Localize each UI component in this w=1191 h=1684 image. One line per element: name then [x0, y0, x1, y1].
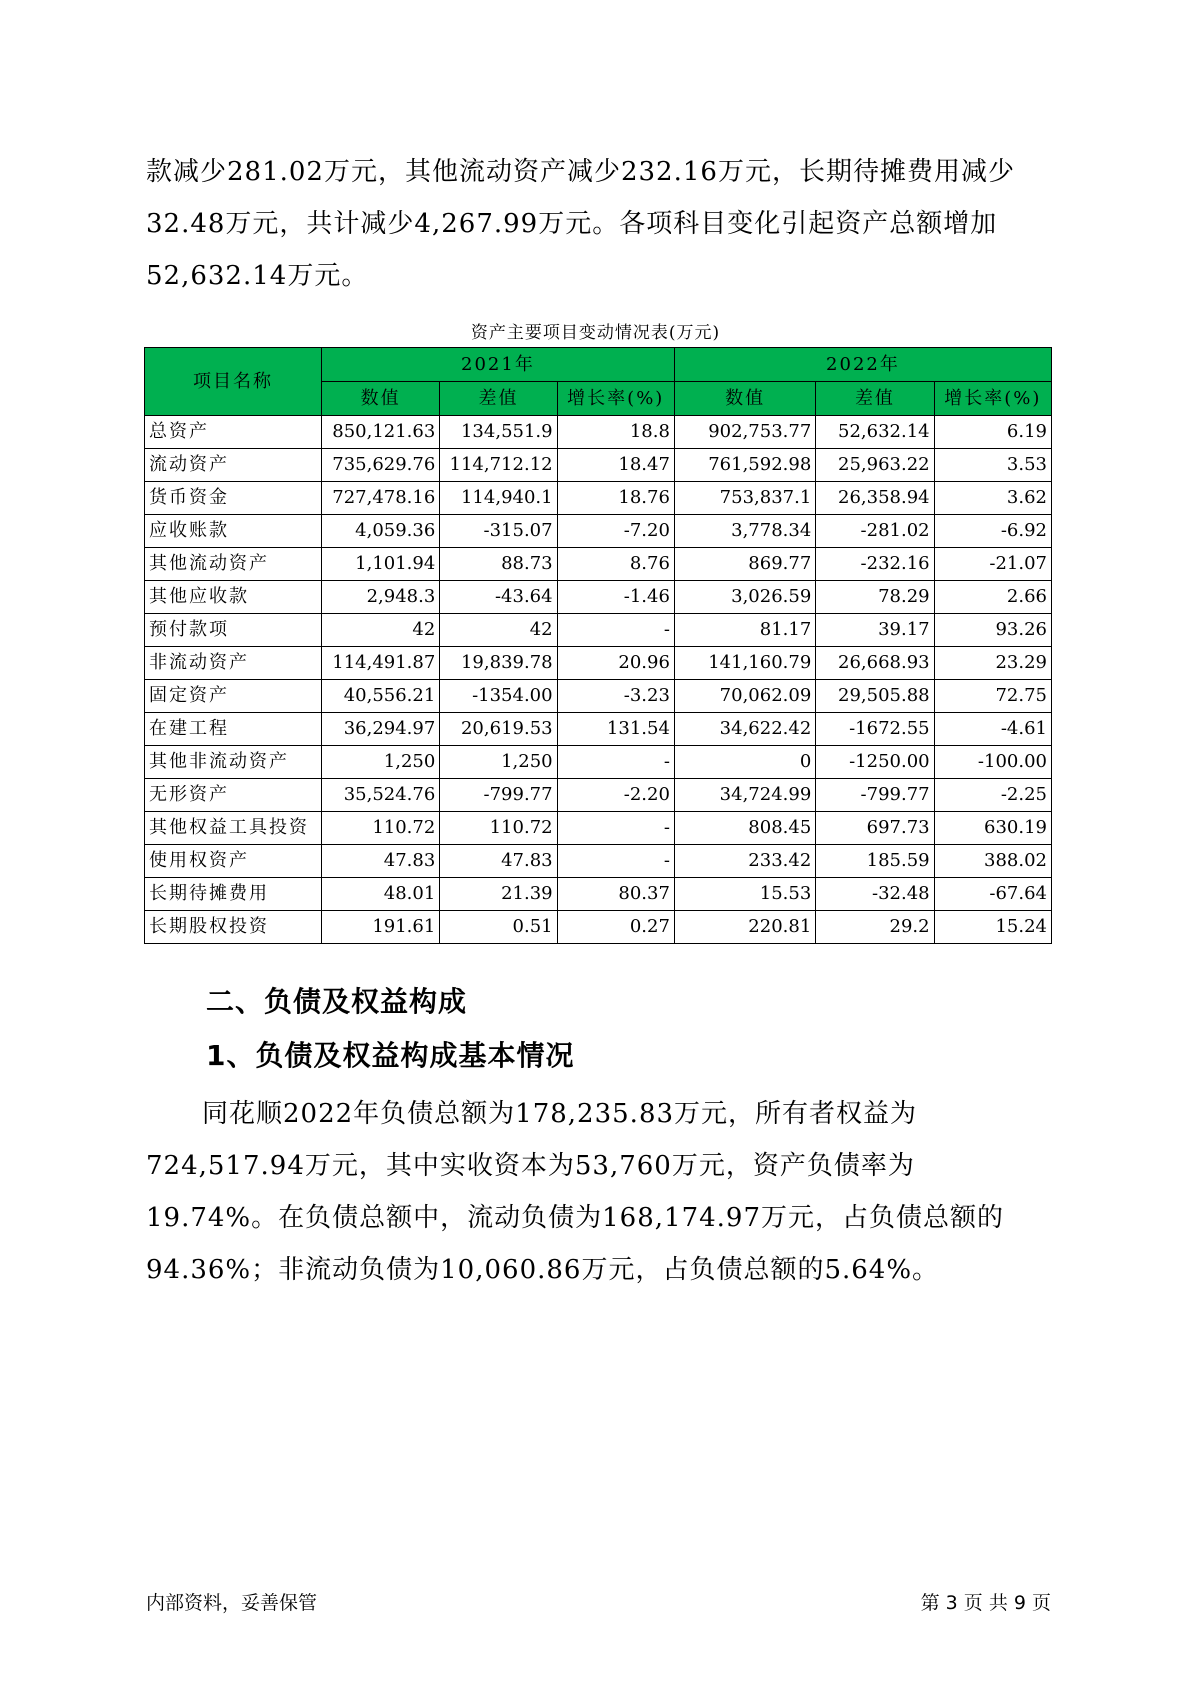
row-value-cell: 220.81: [674, 911, 815, 944]
table-row: [145, 746, 1052, 779]
row-value-cell: 4,059.36: [321, 515, 439, 548]
row-value-cell: 3.53: [934, 449, 1051, 482]
row-value-cell: 3,778.34: [674, 515, 815, 548]
table-row: [145, 911, 1052, 944]
row-item-name: 其他应收款: [145, 581, 322, 614]
header-value: 数值: [321, 382, 439, 416]
row-value-cell: 0.51: [440, 911, 557, 944]
row-value-cell: 42: [440, 614, 557, 647]
table-row: [145, 416, 1052, 449]
row-value-cell: -100.00: [934, 746, 1051, 779]
row-value-cell: 0: [674, 746, 815, 779]
row-value-cell: 52,632.14: [816, 416, 934, 449]
row-value-cell: 191.61: [321, 911, 439, 944]
row-value-cell: 233.42: [674, 845, 815, 878]
row-item-name: 其他非流动资产: [145, 746, 322, 779]
row-value-cell: -43.64: [440, 581, 557, 614]
row-value-cell: 18.8: [557, 416, 674, 449]
row-value-cell: -1.46: [557, 581, 674, 614]
row-item-name: 货币资金: [145, 482, 322, 515]
row-value-cell: 26,358.94: [816, 482, 934, 515]
row-value-cell: 39.17: [816, 614, 934, 647]
row-value-cell: 29.2: [816, 911, 934, 944]
header-value: 数值: [674, 382, 815, 416]
row-value-cell: 20,619.53: [440, 713, 557, 746]
header-rate: 增长率(%): [557, 382, 674, 416]
row-value-cell: 735,629.76: [321, 449, 439, 482]
row-value-cell: 26,668.93: [816, 647, 934, 680]
row-value-cell: 15.53: [674, 878, 815, 911]
row-item-name: 无形资产: [145, 779, 322, 812]
row-value-cell: -21.07: [934, 548, 1051, 581]
row-value-cell: 388.02: [934, 845, 1051, 878]
body-paragraph: 款减少281.02万元，其他流动资产减少232.16万元，长期待摊费用减少32.48万元，共计减少4,267.99万元。各项科目变化引起资产总额增加52,632.14万元。: [146, 157, 1015, 291]
row-value-cell: 70,062.09: [674, 680, 815, 713]
row-value-cell: 3.62: [934, 482, 1051, 515]
row-value-cell: 902,753.77: [674, 416, 815, 449]
row-value-cell: -281.02: [816, 515, 934, 548]
table-row: [145, 449, 1052, 482]
table-row: [145, 878, 1052, 911]
header-diff: 差值: [440, 382, 557, 416]
row-value-cell: -7.20: [557, 515, 674, 548]
header-year-2022: 2022年: [674, 348, 1051, 382]
table-row: [145, 680, 1052, 713]
table-row: [145, 779, 1052, 812]
row-value-cell: -232.16: [816, 548, 934, 581]
row-item-name: 长期股权投资: [145, 911, 322, 944]
row-value-cell: 19,839.78: [440, 647, 557, 680]
row-value-cell: 72.75: [934, 680, 1051, 713]
row-value-cell: 18.47: [557, 449, 674, 482]
row-value-cell: -799.77: [816, 779, 934, 812]
row-value-cell: 808.45: [674, 812, 815, 845]
table-row: [145, 713, 1052, 746]
table-caption: 资产主要项目变动情况表(万元): [470, 323, 721, 343]
table-row: [145, 614, 1052, 647]
row-item-name: 预付款项: [145, 614, 322, 647]
row-value-cell: -4.61: [934, 713, 1051, 746]
row-value-cell: 40,556.21: [321, 680, 439, 713]
row-value-cell: -: [557, 746, 674, 779]
row-item-name: 长期待摊费用: [145, 878, 322, 911]
row-value-cell: 697.73: [816, 812, 934, 845]
table-header-row: [145, 348, 1052, 382]
row-value-cell: 131.54: [557, 713, 674, 746]
row-value-cell: -3.23: [557, 680, 674, 713]
row-value-cell: 0.27: [557, 911, 674, 944]
row-value-cell: 47.83: [321, 845, 439, 878]
row-value-cell: 15.24: [934, 911, 1051, 944]
row-value-cell: 3,026.59: [674, 581, 815, 614]
row-value-cell: 2.66: [934, 581, 1051, 614]
section-heading: 二、负债及权益构成: [206, 985, 468, 1018]
row-value-cell: 48.01: [321, 878, 439, 911]
header-rate: 增长率(%): [934, 382, 1051, 416]
row-value-cell: 47.83: [440, 845, 557, 878]
row-value-cell: -315.07: [440, 515, 557, 548]
row-value-cell: -799.77: [440, 779, 557, 812]
row-value-cell: 850,121.63: [321, 416, 439, 449]
row-value-cell: 81.17: [674, 614, 815, 647]
row-value-cell: 630.19: [934, 812, 1051, 845]
row-value-cell: 6.19: [934, 416, 1051, 449]
row-value-cell: 2,948.3: [321, 581, 439, 614]
row-item-name: 其他流动资产: [145, 548, 322, 581]
row-item-name: 非流动资产: [145, 647, 322, 680]
table-row: [145, 581, 1052, 614]
row-value-cell: 727,478.16: [321, 482, 439, 515]
row-value-cell: -2.20: [557, 779, 674, 812]
row-value-cell: 80.37: [557, 878, 674, 911]
row-value-cell: -2.25: [934, 779, 1051, 812]
row-value-cell: 36,294.97: [321, 713, 439, 746]
row-value-cell: 20.96: [557, 647, 674, 680]
row-value-cell: 18.76: [557, 482, 674, 515]
row-item-name: 在建工程: [145, 713, 322, 746]
body-paragraph-liabilities: 同花顺2022年负债总额为178,235.83万元，所有者权益为724,517.94万元，其中实收资本为53,760万元，资产负债率为19.74%。在负债总额中，流动负债为168,174.97万元，占负债总额的94.36%；非流动负债为10,060.86万元，占负债总额的5.64%。: [146, 1099, 1005, 1285]
row-item-name: 流动资产: [145, 449, 322, 482]
row-value-cell: 93.26: [934, 614, 1051, 647]
table-row: [145, 647, 1052, 680]
header-diff: 差值: [816, 382, 934, 416]
row-item-name: 固定资产: [145, 680, 322, 713]
row-item-name: 其他权益工具投资: [145, 812, 322, 845]
table-row: [145, 482, 1052, 515]
row-value-cell: 25,963.22: [816, 449, 934, 482]
row-value-cell: 761,592.98: [674, 449, 815, 482]
table-row: [145, 845, 1052, 878]
row-value-cell: 114,940.1: [440, 482, 557, 515]
row-value-cell: -32.48: [816, 878, 934, 911]
assets-change-table: [144, 347, 1052, 944]
row-item-name: 使用权资产: [145, 845, 322, 878]
table-row: [145, 548, 1052, 581]
subsection-heading: 1、负债及权益构成基本情况: [206, 1039, 575, 1072]
row-value-cell: -: [557, 845, 674, 878]
table-row: [145, 812, 1052, 845]
row-value-cell: -1250.00: [816, 746, 934, 779]
row-value-cell: 88.73: [440, 548, 557, 581]
row-value-cell: 114,491.87: [321, 647, 439, 680]
row-value-cell: 21.39: [440, 878, 557, 911]
row-value-cell: 78.29: [816, 581, 934, 614]
row-value-cell: 869.77: [674, 548, 815, 581]
row-value-cell: 42: [321, 614, 439, 647]
row-value-cell: 1,101.94: [321, 548, 439, 581]
header-item-name: 项目名称: [145, 348, 322, 416]
row-value-cell: 23.29: [934, 647, 1051, 680]
table-body: [145, 416, 1052, 944]
row-value-cell: 134,551.9: [440, 416, 557, 449]
row-value-cell: -67.64: [934, 878, 1051, 911]
row-item-name: 总资产: [145, 416, 322, 449]
row-value-cell: -: [557, 614, 674, 647]
row-value-cell: -1672.55: [816, 713, 934, 746]
row-value-cell: -: [557, 812, 674, 845]
row-value-cell: 8.76: [557, 548, 674, 581]
row-value-cell: 29,505.88: [816, 680, 934, 713]
row-value-cell: 34,622.42: [674, 713, 815, 746]
row-value-cell: -6.92: [934, 515, 1051, 548]
row-value-cell: 34,724.99: [674, 779, 815, 812]
footer-page-number: 第 3 页 共 9 页: [920, 1592, 1051, 1614]
row-value-cell: 114,712.12: [440, 449, 557, 482]
row-value-cell: 110.72: [440, 812, 557, 845]
row-value-cell: -1354.00: [440, 680, 557, 713]
row-value-cell: 141,160.79: [674, 647, 815, 680]
row-value-cell: 1,250: [321, 746, 439, 779]
row-item-name: 应收账款: [145, 515, 322, 548]
footer-confidential-note: 内部资料，妥善保管: [146, 1592, 318, 1614]
row-value-cell: 110.72: [321, 812, 439, 845]
row-value-cell: 753,837.1: [674, 482, 815, 515]
header-year-2021: 2021年: [321, 348, 674, 382]
row-value-cell: 185.59: [816, 845, 934, 878]
table-row: [145, 515, 1052, 548]
row-value-cell: 35,524.76: [321, 779, 439, 812]
row-value-cell: 1,250: [440, 746, 557, 779]
